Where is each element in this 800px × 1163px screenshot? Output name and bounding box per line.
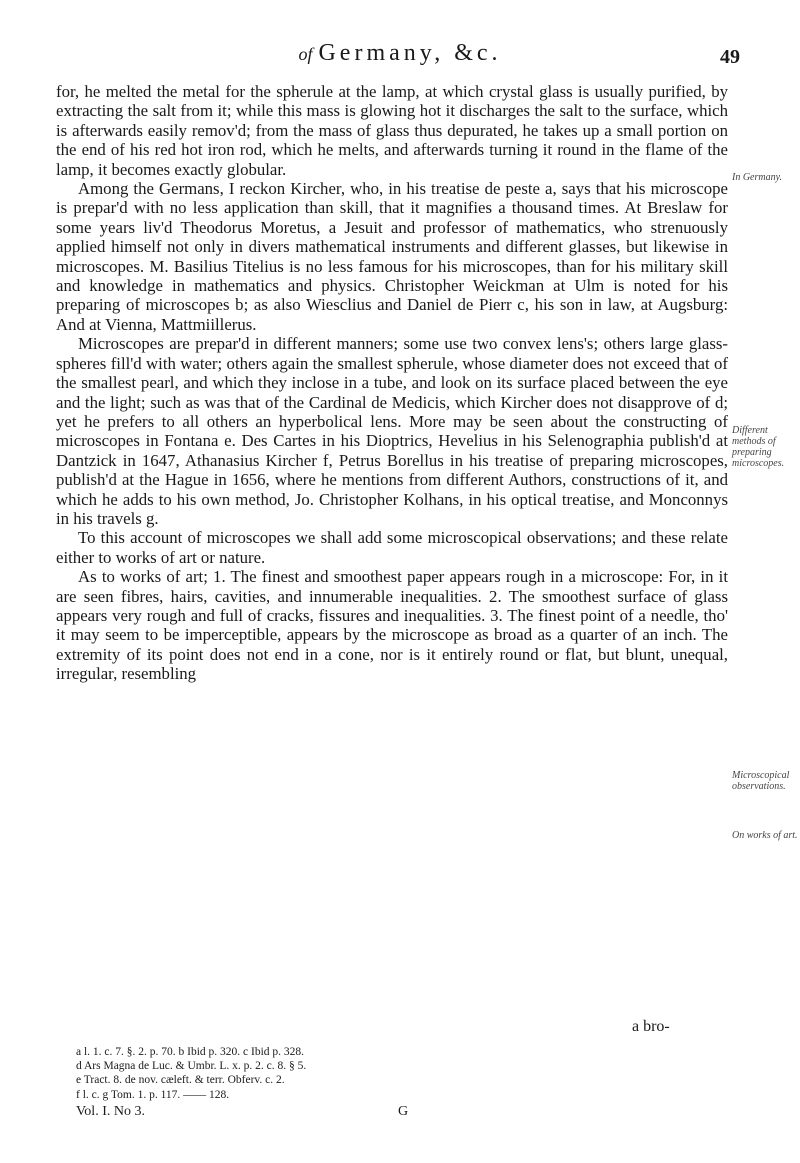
paragraph-3: Microscopes are prepar'd in different manners; some use two convex lens's; others large glass-spheres fill'd with water; others again the smallest spherule, whose diameter does not exceed that of the smallest pearl, and which they inclose in a tube, and look on its surface placed between the eye and the light; such as was that of the Cardinal de Medicis, which Kircher does not disapprove of d; yet he prefers to all others an hyperbolical lens. More may be seen about the constructing of microscopes in Fontana e. Des Cartes in his Dioptrics, Hevelius in his Selenographia publish'd at Dantzick in 1647, Athanasius Kircher f, Petrus Borellus in his treatise of preparing microscopes, publish'd at the Hague in 1656, where he mentions from different Authors, constructions of it, and which he adds to his own method, Jo. Christopher Kolhans, in his optical treatise, and Monconnys in his travels g.: [56, 334, 728, 528]
marginal-note-methods: Different methods of preparing microscopes.: [732, 425, 785, 469]
running-header: [0, 38, 800, 78]
footnote-line: d Ars Magna de Luc. & Umbr. L. x. p. 2. c. 8. § 5.: [76, 1060, 307, 1073]
volume-signature: Vol. I. No 3.: [76, 1104, 145, 1119]
gathering-signature: G: [398, 1104, 409, 1119]
marginal-note-observations: Microscopical observations.: [732, 770, 790, 792]
paragraph-4: To this account of microscopes we shall add some microscopical observations; and these relate either to works of art or nature.: [56, 528, 728, 567]
page-number: 49: [720, 46, 740, 68]
title-text: Germany, &c.: [318, 40, 502, 66]
footnotes: [76, 1045, 636, 1102]
running-title: [0, 40, 800, 67]
catchword: a bro-: [632, 1018, 670, 1035]
marginal-note-works-of-art: On works of art.: [732, 830, 798, 841]
footnote-line: a l. 1. c. 7. §. 2. p. 70. b Ibid p. 320. c Ibid p. 328.: [76, 1046, 305, 1058]
paragraph-5: As to works of art; 1. The finest and smoothest paper appears rough in a microscope: For, in it are seen fibres, hairs, cavities, and innumerable inequalities. 2. The smoothest surface of glass appears very rough and full of cracks, fissures and inequalities. 3. The finest point of a needle, tho' it may seem to be imperceptible, appears by the microscope as broad as a quarter of an inch. The extremity of its point does not end in a cone, nor is it entirely round or flat, but blunt, unequal, irregular, resembling: [56, 567, 728, 684]
paragraph-2: Among the Germans, I reckon Kircher, who, in his treatise de peste a, says that his microscope is prepar'd with no less application than skill, that it magnifies a thousand times. At Breslaw for some years liv'd Theodorus Moretus, a Jesuit and professor of mathematics, who strenuously applied himself not only in divers mathematical instruments and different glasses, but likewise in microscopes. M. Basilius Titelius is no less famous for his microscopes, than for his military skill and knowledge in mathematics and physics. Christopher Weickman at Ulm is noted for his preparing of microscopes b; as also Wiesclius and Daniel de Pierr c, his son in law, at Augsburg: And at Vienna, Mattmiillerus.: [56, 179, 728, 334]
footnote-line: f l. c. g Tom. 1. p. 117. —— 128.: [76, 1088, 230, 1101]
footnote-line: e Tract. 8. de nov. cæleft. & terr. Obferv. c. 2.: [76, 1074, 285, 1087]
title-prefix: of: [298, 44, 313, 64]
body-text: [56, 82, 728, 684]
paragraph-1: for, he melted the metal for the spherule at the lamp, at which crystal glass is usually purified, by extracting the salt from it; while this mass is glowing hot it discharges the salt to the surface, which is afterwards easily remov'd; from the mass of glass thus depurated, he takes up a small portion on the end of his red hot iron rod, which he melts, and afterwards turning it round in the flame of the lamp, it becomes exactly globular.: [56, 82, 728, 179]
marginal-note-germany: In Germany.: [732, 172, 782, 183]
